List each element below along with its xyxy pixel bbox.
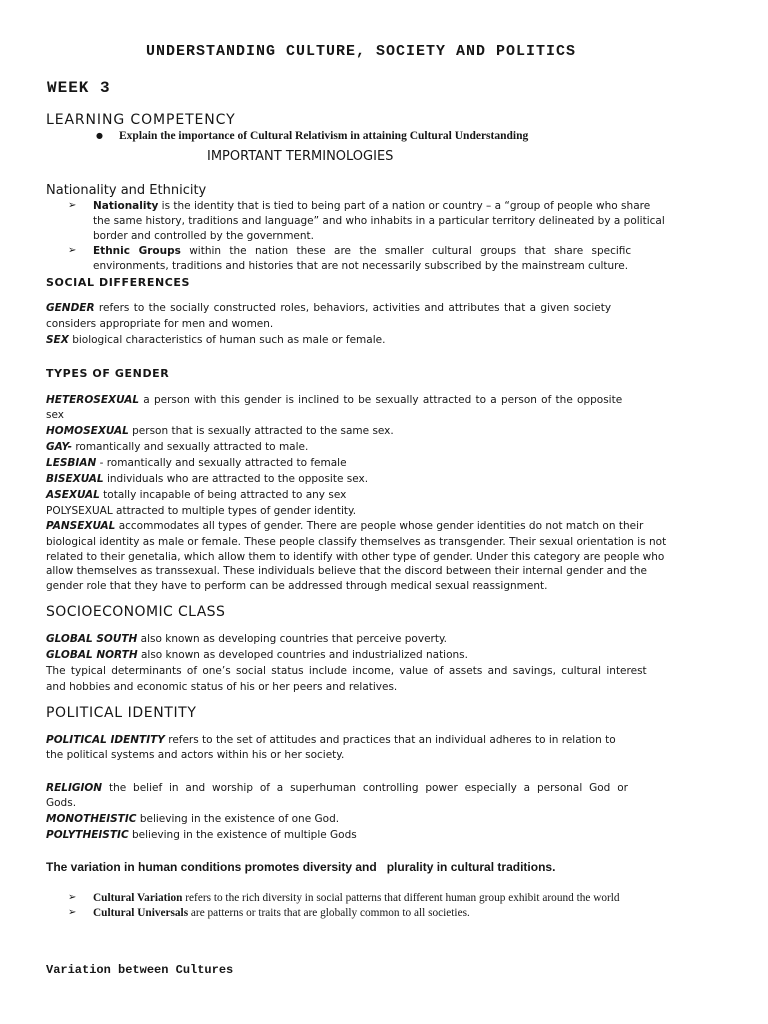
arrow-bullet-icon: ➢ — [68, 200, 77, 211]
pansexual-line: related to their genetalia, which allow them to identify with other type of gender. Under this category are people who — [46, 551, 665, 563]
arrow-bullet-icon: ➢ — [68, 907, 77, 918]
global-south-text: also known as developing countries that perceive poverty. — [140, 633, 448, 645]
cultural-universals-text: are patterns or traits that are globally common to all societies. — [190, 907, 470, 919]
homosexual-line — [46, 423, 394, 439]
global-south-line — [46, 631, 447, 647]
monotheistic-term: MONOTHEISTIC — [46, 813, 137, 825]
arrow-bullet-icon: ➢ — [68, 892, 77, 903]
social-differences-heading: SOCIAL DIFFERENCES — [46, 276, 191, 289]
heterosexual-line — [46, 392, 622, 408]
lesbian-term: LESBIAN — [46, 457, 97, 469]
socioeconomic-class-heading: SOCIOECONOMIC CLASS — [46, 604, 226, 620]
polytheistic-line — [46, 827, 357, 843]
nationality-ethnicity-heading: Nationality and Ethnicity — [46, 183, 207, 198]
polysexual-text: attracted to multiple types of gender identity. — [116, 505, 357, 517]
asexual-term: ASEXUAL — [46, 489, 100, 501]
determinants-line: The typical determinants of one’s social status include income, value of assets and savings, cultural interest — [46, 665, 647, 677]
pansexual-text: accommodates all types of gender. There are people whose gender identities do not match on their — [118, 520, 644, 532]
sex-line — [46, 332, 385, 348]
gay-text: romantically and sexually attracted to male. — [75, 441, 309, 453]
global-north-line — [46, 647, 468, 663]
variation-statement: The variation in human conditions promotes diversity and plurality in cultural traditions. — [46, 860, 556, 874]
lesbian-text: - romantically and sexually attracted to female — [99, 457, 347, 469]
global-north-text: also known as developed countries and industrialized nations. — [140, 649, 468, 661]
homosexual-text: person that is sexually attracted to the same sex. — [132, 425, 394, 437]
gender-line — [46, 300, 611, 316]
types-of-gender-heading: TYPES OF GENDER — [46, 367, 170, 380]
nationality-line: the same history, traditions and language” and who inhabits in a particular territory delineated by a political — [93, 215, 665, 227]
bisexual-text: individuals who are attracted to the opposite sex. — [106, 473, 369, 485]
political-identity-text: refers to the set of attitudes and practices that an individual adheres to in relation to — [168, 734, 616, 746]
heterosexual-text: a person with this gender is inclined to be sexually attracted to a person of the opposite — [143, 394, 623, 406]
political-identity-heading: POLITICAL IDENTITY — [46, 705, 197, 721]
polysexual-line — [46, 503, 356, 519]
heterosexual-line: sex — [46, 409, 64, 421]
cultural-variation-term: Cultural Variation — [93, 892, 183, 904]
nationality-text: is the identity that is tied to being part of a nation or country – a “group of people who share — [161, 200, 651, 212]
pansexual-line: biological identity as male or female. These people classify themselves as transgender. Their sexual orientation is not — [46, 536, 667, 548]
cultural-universals-term: Cultural Universals — [93, 907, 189, 919]
religion-line — [46, 780, 628, 796]
ethnic-groups-line: environments, traditions and histories that are not necessarily subscribed by the mainstream culture. — [93, 260, 629, 272]
religion-text: the belief in and worship of a superhuman controlling power especially a personal God or — [108, 782, 628, 794]
determinants-line: and hobbies and economic status of his or her peers and relatives. — [46, 681, 398, 693]
nationality-term: Nationality — [93, 200, 159, 212]
monotheistic-text: believing in the existence of one God. — [139, 813, 340, 825]
sex-term: SEX — [46, 334, 69, 346]
pansexual-line — [46, 518, 643, 534]
asexual-line — [46, 487, 346, 503]
lesbian-line — [46, 455, 347, 471]
cultural-variation-line — [93, 890, 620, 906]
ethnic-groups-line — [93, 243, 631, 259]
monotheistic-line — [46, 811, 339, 827]
global-north-term: GLOBAL NORTH — [46, 649, 138, 661]
religion-term: RELIGION — [46, 782, 103, 794]
political-identity-line — [46, 732, 616, 748]
terminologies-heading: IMPORTANT TERMINOLOGIES — [207, 149, 394, 164]
polytheistic-text: believing in the existence of multiple Gods — [132, 829, 357, 841]
variation-between-cultures-heading: Variation between Cultures — [46, 963, 234, 977]
learning-competency-heading: LEARNING COMPETENCY — [46, 112, 236, 128]
nationality-line — [93, 198, 650, 214]
political-identity-term: POLITICAL IDENTITY — [46, 734, 165, 746]
bisexual-line — [46, 471, 368, 487]
cultural-variation-text: refers to the rich diversity in social patterns that different human group exhibit around the world — [185, 892, 620, 904]
competency-item: Explain the importance of Cultural Relativism in attaining Cultural Understanding — [119, 130, 529, 142]
gender-line: considers appropriate for men and women. — [46, 318, 274, 330]
polysexual-term: POLYSEXUAL — [46, 505, 113, 517]
gender-term: GENDER — [46, 302, 95, 314]
religion-line: Gods. — [46, 797, 77, 809]
heterosexual-term: HETEROSEXUAL — [46, 394, 140, 406]
pansexual-line: gender role that they have to perform can be addressed through medical sexual reassignment. — [46, 580, 548, 592]
polytheistic-term: POLYTHEISTIC — [46, 829, 129, 841]
asexual-text: totally incapable of being attracted to any sex — [103, 489, 347, 501]
gay-line — [46, 439, 308, 455]
sex-text: biological characteristics of human such as male or female. — [72, 334, 386, 346]
arrow-bullet-icon: ➢ — [68, 245, 77, 256]
ethnic-groups-text: within the nation these are the smaller cultural groups that share specific — [189, 245, 632, 257]
global-south-term: GLOBAL SOUTH — [46, 633, 138, 645]
week-label: WEEK 3 — [47, 79, 111, 97]
document-title: UNDERSTANDING CULTURE, SOCIETY AND POLITICS — [146, 43, 577, 60]
nationality-line: border and controlled by the government. — [93, 230, 315, 242]
gay-term: GAY- — [46, 441, 72, 453]
gender-text: refers to the socially constructed roles, behaviors, activities and attributes that a given society — [98, 302, 612, 314]
ethnic-groups-term: Ethnic Groups — [93, 245, 181, 257]
pansexual-line: allow themselves as transsexual. These individuals believe that the discord between their internal gender and the — [46, 565, 647, 577]
political-identity-line: the political systems and actors within his or her society. — [46, 749, 345, 761]
bullet-icon: ● — [96, 131, 103, 140]
bisexual-term: BISEXUAL — [46, 473, 104, 485]
pansexual-term: PANSEXUAL — [46, 520, 116, 532]
homosexual-term: HOMOSEXUAL — [46, 425, 129, 437]
cultural-universals-line — [93, 905, 470, 921]
